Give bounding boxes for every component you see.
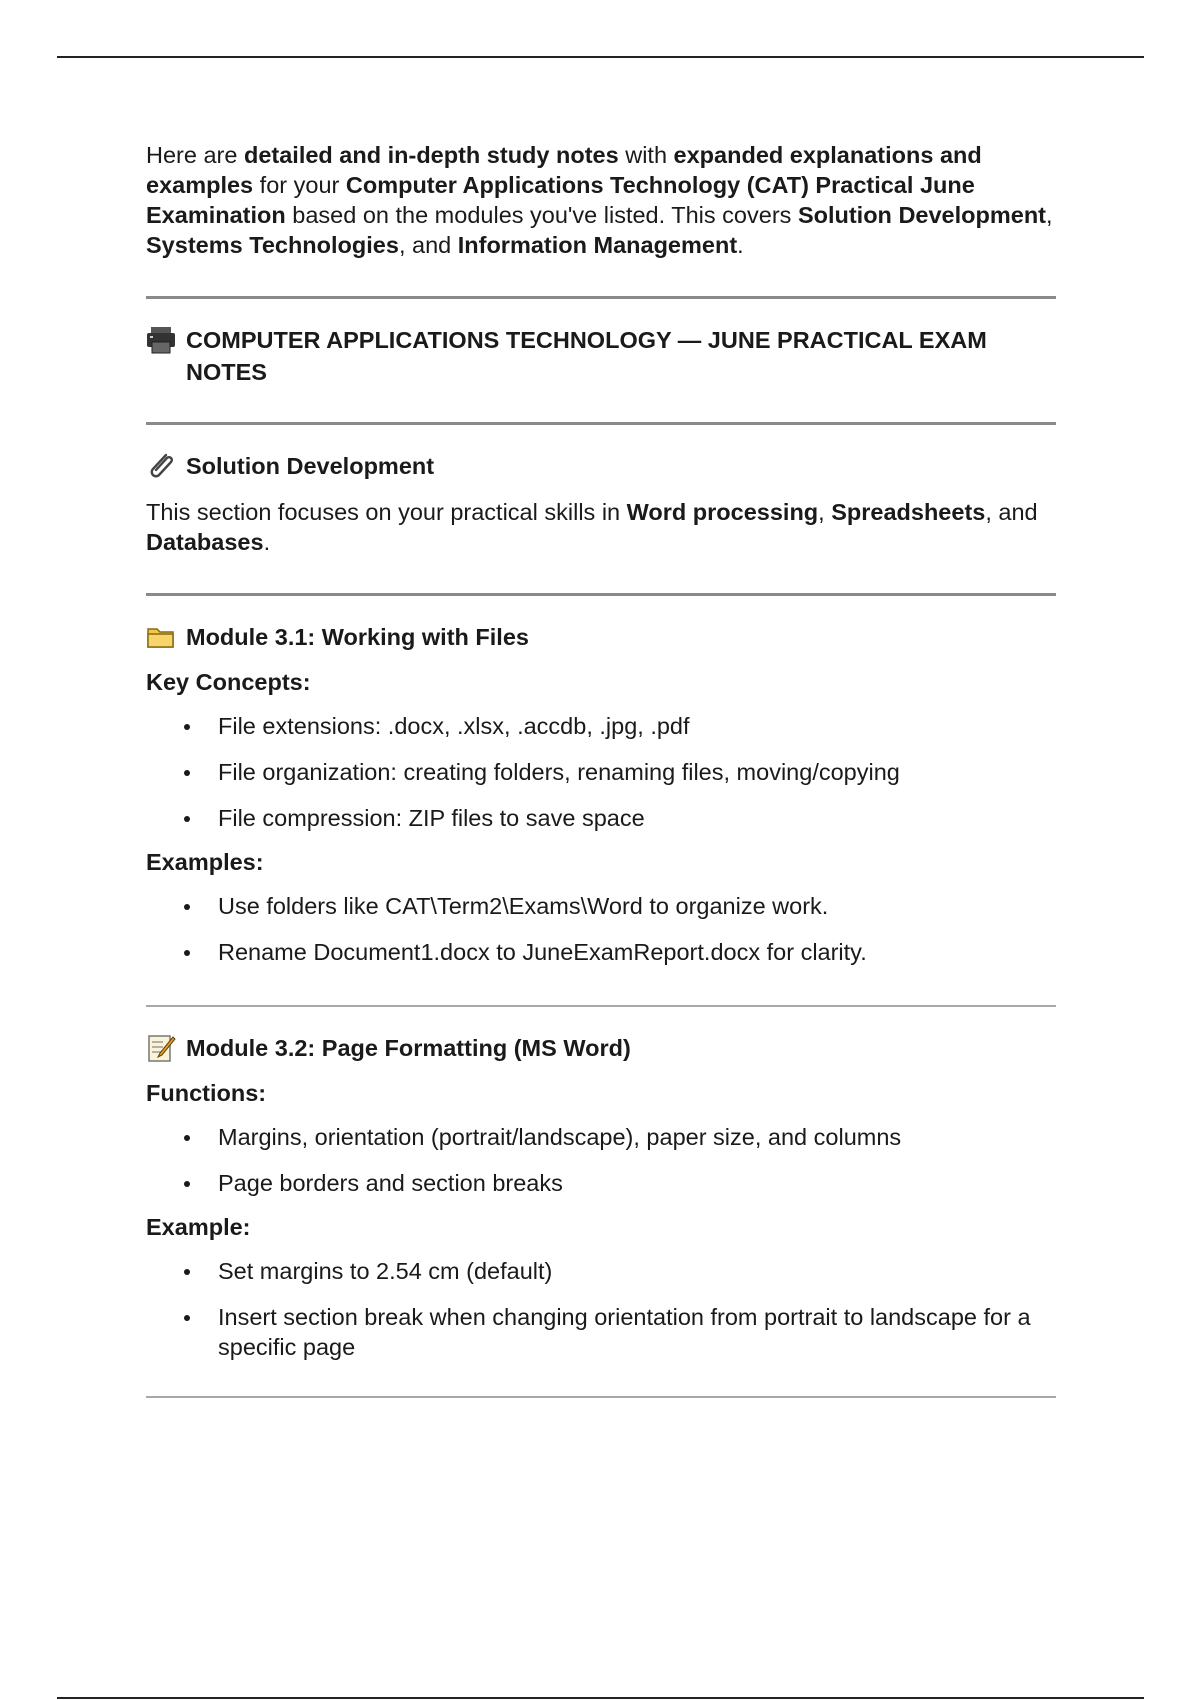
section-divider [146,1005,1056,1007]
module-32-heading [146,1032,1056,1064]
module-32-title: Module 3.2: Page Formatting (MS Word) [186,1035,631,1061]
section-divider [146,422,1056,425]
examples-list [146,891,1056,967]
solution-development-description: This section focuses on your practical skills in Word processing, Spreadsheets, and Databases. [146,499,1038,555]
module-31-heading [146,621,1056,653]
section-divider [146,593,1056,596]
list-item: Margins, orientation (portrait/landscape), paper size, and columns [146,1122,1056,1152]
section-divider [146,1396,1056,1398]
list-item: File organization: creating folders, renaming files, moving/copying [146,757,1056,787]
page-top-rule [57,56,1144,58]
functions-label: Functions: [146,1080,267,1106]
list-item: Set margins to 2.54 cm (default) [146,1256,1056,1286]
list-item: File compression: ZIP files to save space [146,803,1056,833]
intro-paragraph: Here are detailed and in-depth study notes with expanded explanations and examples for your Computer Applications Technology (CAT) Practical June Examination based on the modules you've listed. This covers Solution Development, Systems Technologies, and Information Management. [146,142,1053,258]
example-label: Example: [146,1214,251,1240]
list-item: Use folders like CAT\Term2\Exams\Word to organize work. [146,891,1056,921]
list-item: Rename Document1.docx to JuneExamReport.docx for clarity. [146,937,1056,967]
main-heading [146,324,1056,388]
paperclip-icon [146,451,176,481]
section-divider [146,296,1056,299]
key-concepts-list [146,711,1056,833]
functions-list [146,1122,1056,1198]
list-item: Insert section break when changing orientation from portrait to landscape for a specific page [146,1302,1056,1362]
main-heading-text: COMPUTER APPLICATIONS TECHNOLOGY — JUNE PRACTICAL EXAM NOTES [186,327,987,385]
solution-development-heading [146,450,1056,482]
memo-icon [146,1033,176,1063]
solution-development-title: Solution Development [186,453,435,479]
list-item: File extensions: .docx, .xlsx, .accdb, .jpg, .pdf [146,711,1056,741]
example-list [146,1256,1056,1362]
list-item: Page borders and section breaks [146,1168,1056,1198]
printer-icon [146,325,176,355]
page-bottom-rule [57,1697,1144,1699]
module-31-title: Module 3.1: Working with Files [186,624,529,650]
examples-label: Examples: [146,849,264,875]
document-body [146,140,1056,1398]
key-concepts-label: Key Concepts: [146,669,311,695]
folder-icon [146,622,176,652]
